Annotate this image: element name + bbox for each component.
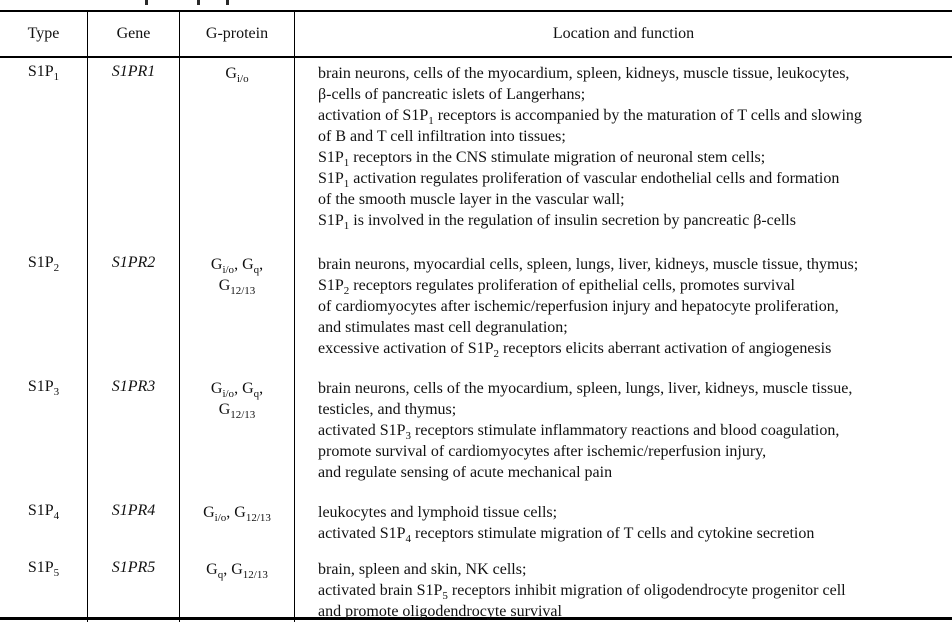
- header-g-protein: G-protein: [180, 12, 295, 56]
- g-protein-cell: $G_{i/o}$, $G_q$, $G_{12/13}$: [180, 373, 295, 497]
- type-cell: $S1P_3$: [0, 373, 88, 497]
- location-cell: brain, spleen and skin, NK cells; activated brain $S1P_5$ receptors inhibit migration of oligodendrocyte progenitor cell and promote oligodendrocyte survival: [318, 561, 846, 620]
- g-protein-cell: $G_q$, $G_{12/13}$: [180, 554, 295, 622]
- table-row: [0, 373, 952, 497]
- type-cell: $S1P_5$: [0, 554, 88, 622]
- header-gene: Gene: [88, 12, 180, 56]
- table-header-row: [0, 12, 952, 58]
- type-cell: $S1P_2$: [0, 249, 88, 373]
- gene-cell: S1PR2: [88, 249, 180, 373]
- g-protein-cell: $G_{i/o}$, $G_q$, $G_{12/13}$: [180, 249, 295, 373]
- table-row: [0, 497, 952, 554]
- gene-cell: S1PR3: [88, 373, 180, 497]
- location-cell: leukocytes and lymphoid tissue cells; activated $S1P_4$ receptors stimulate migration of T cells and cytokine secretion: [318, 504, 815, 546]
- type-cell: $S1P_1$: [0, 58, 88, 249]
- location-cell: brain neurons, cells of the myocardium, spleen, lungs, liver, kidneys, muscle tissue, testicles, and thymus; activated $S1P_3$ receptors stimulate inflammatory reactions and blood coagulation, promote survival of cardiomyocytes after ischemic/reperfusion injury, and regulate sensing of acute mechanical pain: [318, 380, 853, 481]
- cropped-caption-fragment: [0, 0, 952, 6]
- header-type: Type: [0, 12, 88, 56]
- location-cell: brain neurons, myocardial cells, spleen, lungs, liver, kidneys, muscle tissue, thymus; $S1P_2$ receptors regulates proliferation of epithelial cells, promotes survival of cardiomyocytes after ischemic/reperfusion injury and hepatocyte proliferation, and stimulates mast cell degranulation; excessive activation of $S1P_2$ receptors elicits aberrant activation of angiogenesis: [318, 256, 859, 361]
- gene-cell: S1PR1: [88, 58, 180, 249]
- s1p-receptor-table: [0, 10, 952, 620]
- gene-cell: S1PR4: [88, 497, 180, 554]
- g-protein-cell: $G_{i/o}$: [180, 58, 295, 249]
- header-location-function: Location and function: [552, 25, 695, 42]
- gene-cell: S1PR5: [88, 554, 180, 622]
- type-cell: $S1P_4$: [0, 497, 88, 554]
- location-cell: brain neurons, cells of the myocardium, spleen, kidneys, muscle tissue, leukocytes, β-cells of pancreatic islets of Langerhans; activation of $S1P_1$ receptors is accompanied by the maturation of T cells and slowing of B and T cell infiltration into tissues; $S1P_1$ receptors in the CNS stimulate migration of neuronal stem cells; $S1P_1$ activation regulates proliferation of vascular endothelial cells and formation of the smooth muscle layer in the vascular wall; $S1P_1$ is involved in the regulation of insulin secretion by pancreatic β-cells: [318, 65, 862, 233]
- table-row: [0, 58, 952, 249]
- table-row: [0, 554, 952, 620]
- table-row: [0, 249, 952, 373]
- g-protein-cell: $G_{i/o}$, $G_{12/13}$: [180, 497, 295, 554]
